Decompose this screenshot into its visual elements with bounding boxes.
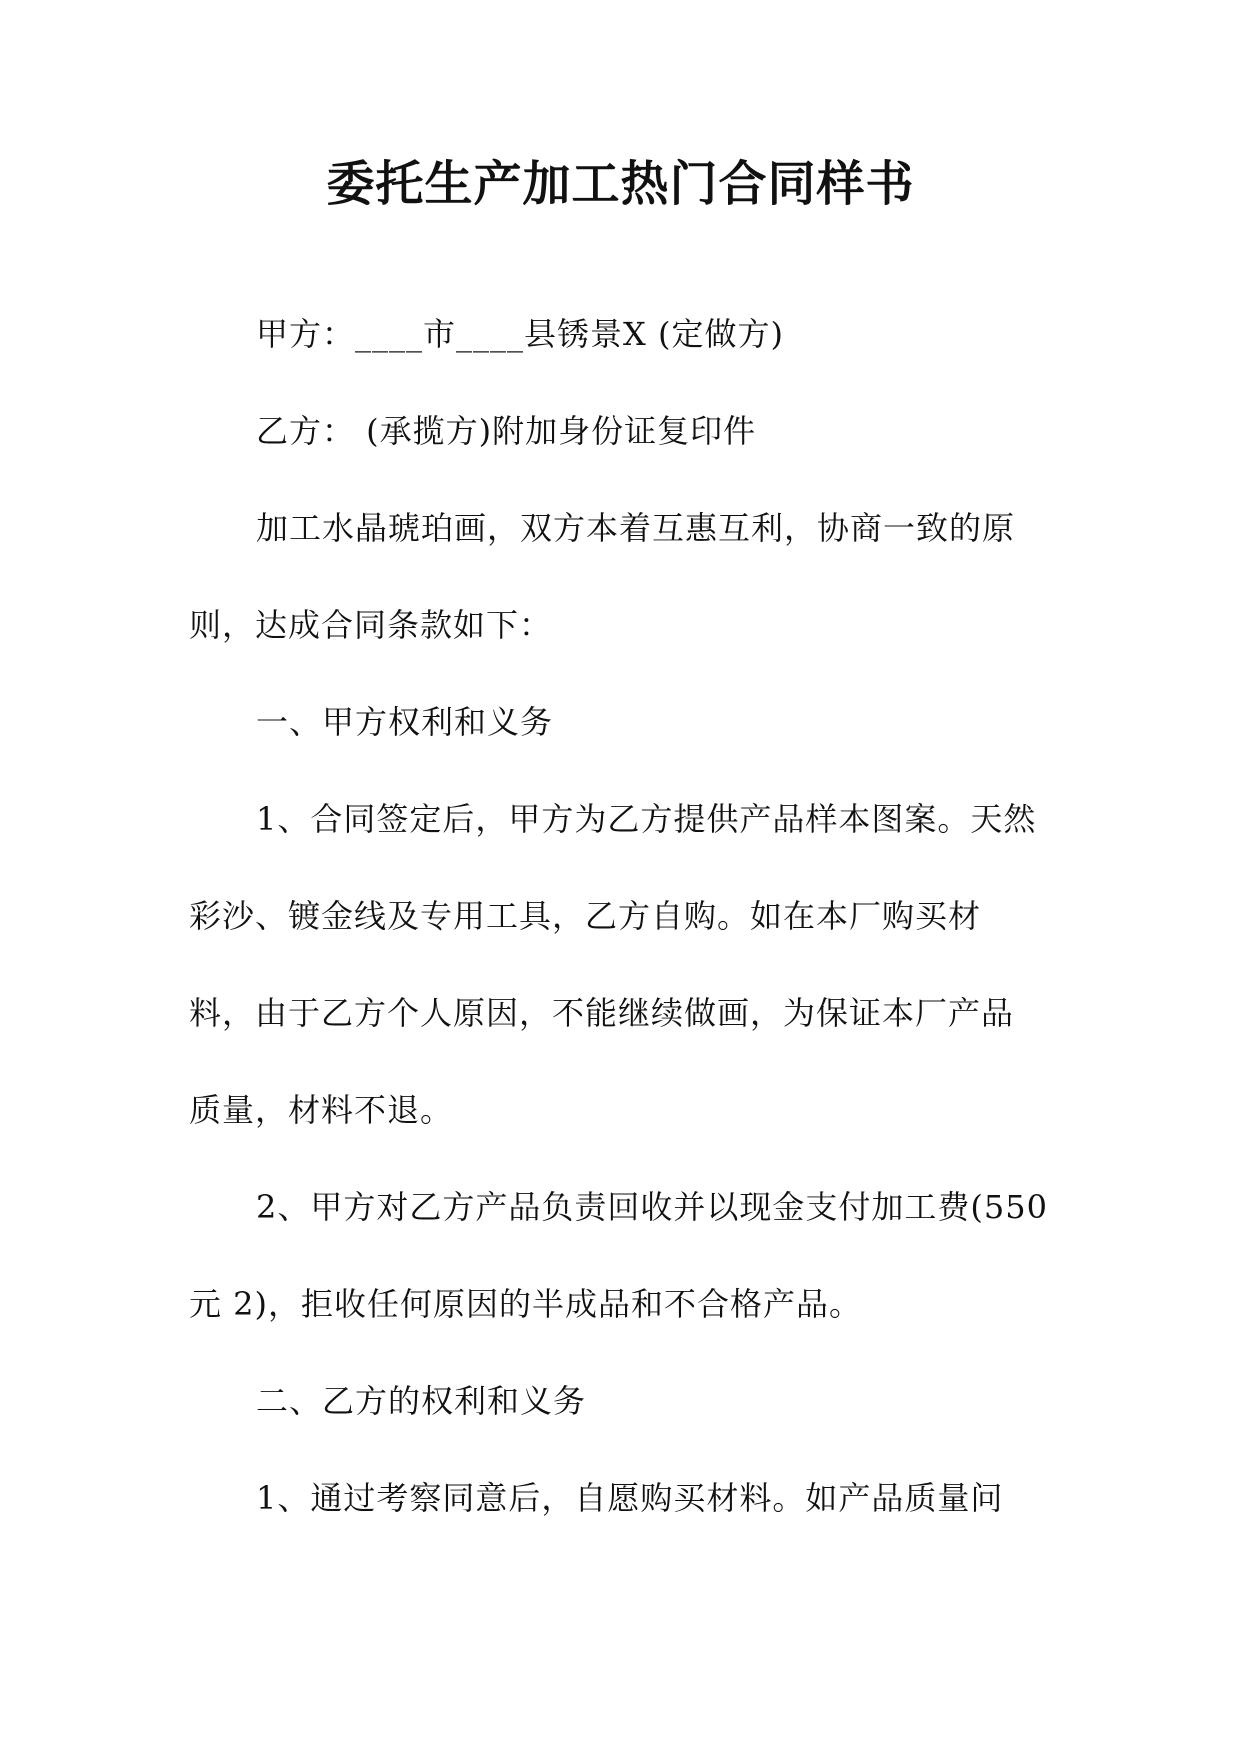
paragraph-line: 则，达成合同条款如下：: [189, 606, 553, 644]
paragraph-line: 料，由于乙方个人原因，不能继续做画，为保证本厂产品: [189, 994, 1015, 1032]
document-title: 委托生产加工热门合同样书: [326, 156, 915, 212]
paragraph-line: 1、合同签定后，甲方为乙方提供产品样本图案。天然: [256, 800, 1037, 838]
party-b-line: 乙方： (承揽方)附加身份证复印件: [256, 412, 757, 450]
paragraph-line: 元 2)，拒收任何原因的半成品和不合格产品。: [189, 1285, 863, 1323]
paragraph-line: 彩沙、镀金线及专用工具，乙方自购。如在本厂购买材: [189, 897, 982, 935]
paragraph-line: 2、甲方对乙方产品负责回收并以现金支付加工费(550: [256, 1188, 1048, 1226]
section-heading-1: 一、甲方权利和义务: [256, 703, 554, 741]
paragraph-line: 加工水晶琥珀画，双方本着互惠互利，协商一致的原: [256, 509, 1016, 547]
party-a-line: 甲方：____市____县锈景X (定做方): [256, 315, 784, 353]
section-heading-2: 二、乙方的权利和义务: [256, 1382, 587, 1420]
paragraph-line: 质量，材料不退。: [189, 1091, 454, 1129]
paragraph-line: 1、通过考察同意后，自愿购买材料。如产品质量问: [256, 1479, 1004, 1517]
